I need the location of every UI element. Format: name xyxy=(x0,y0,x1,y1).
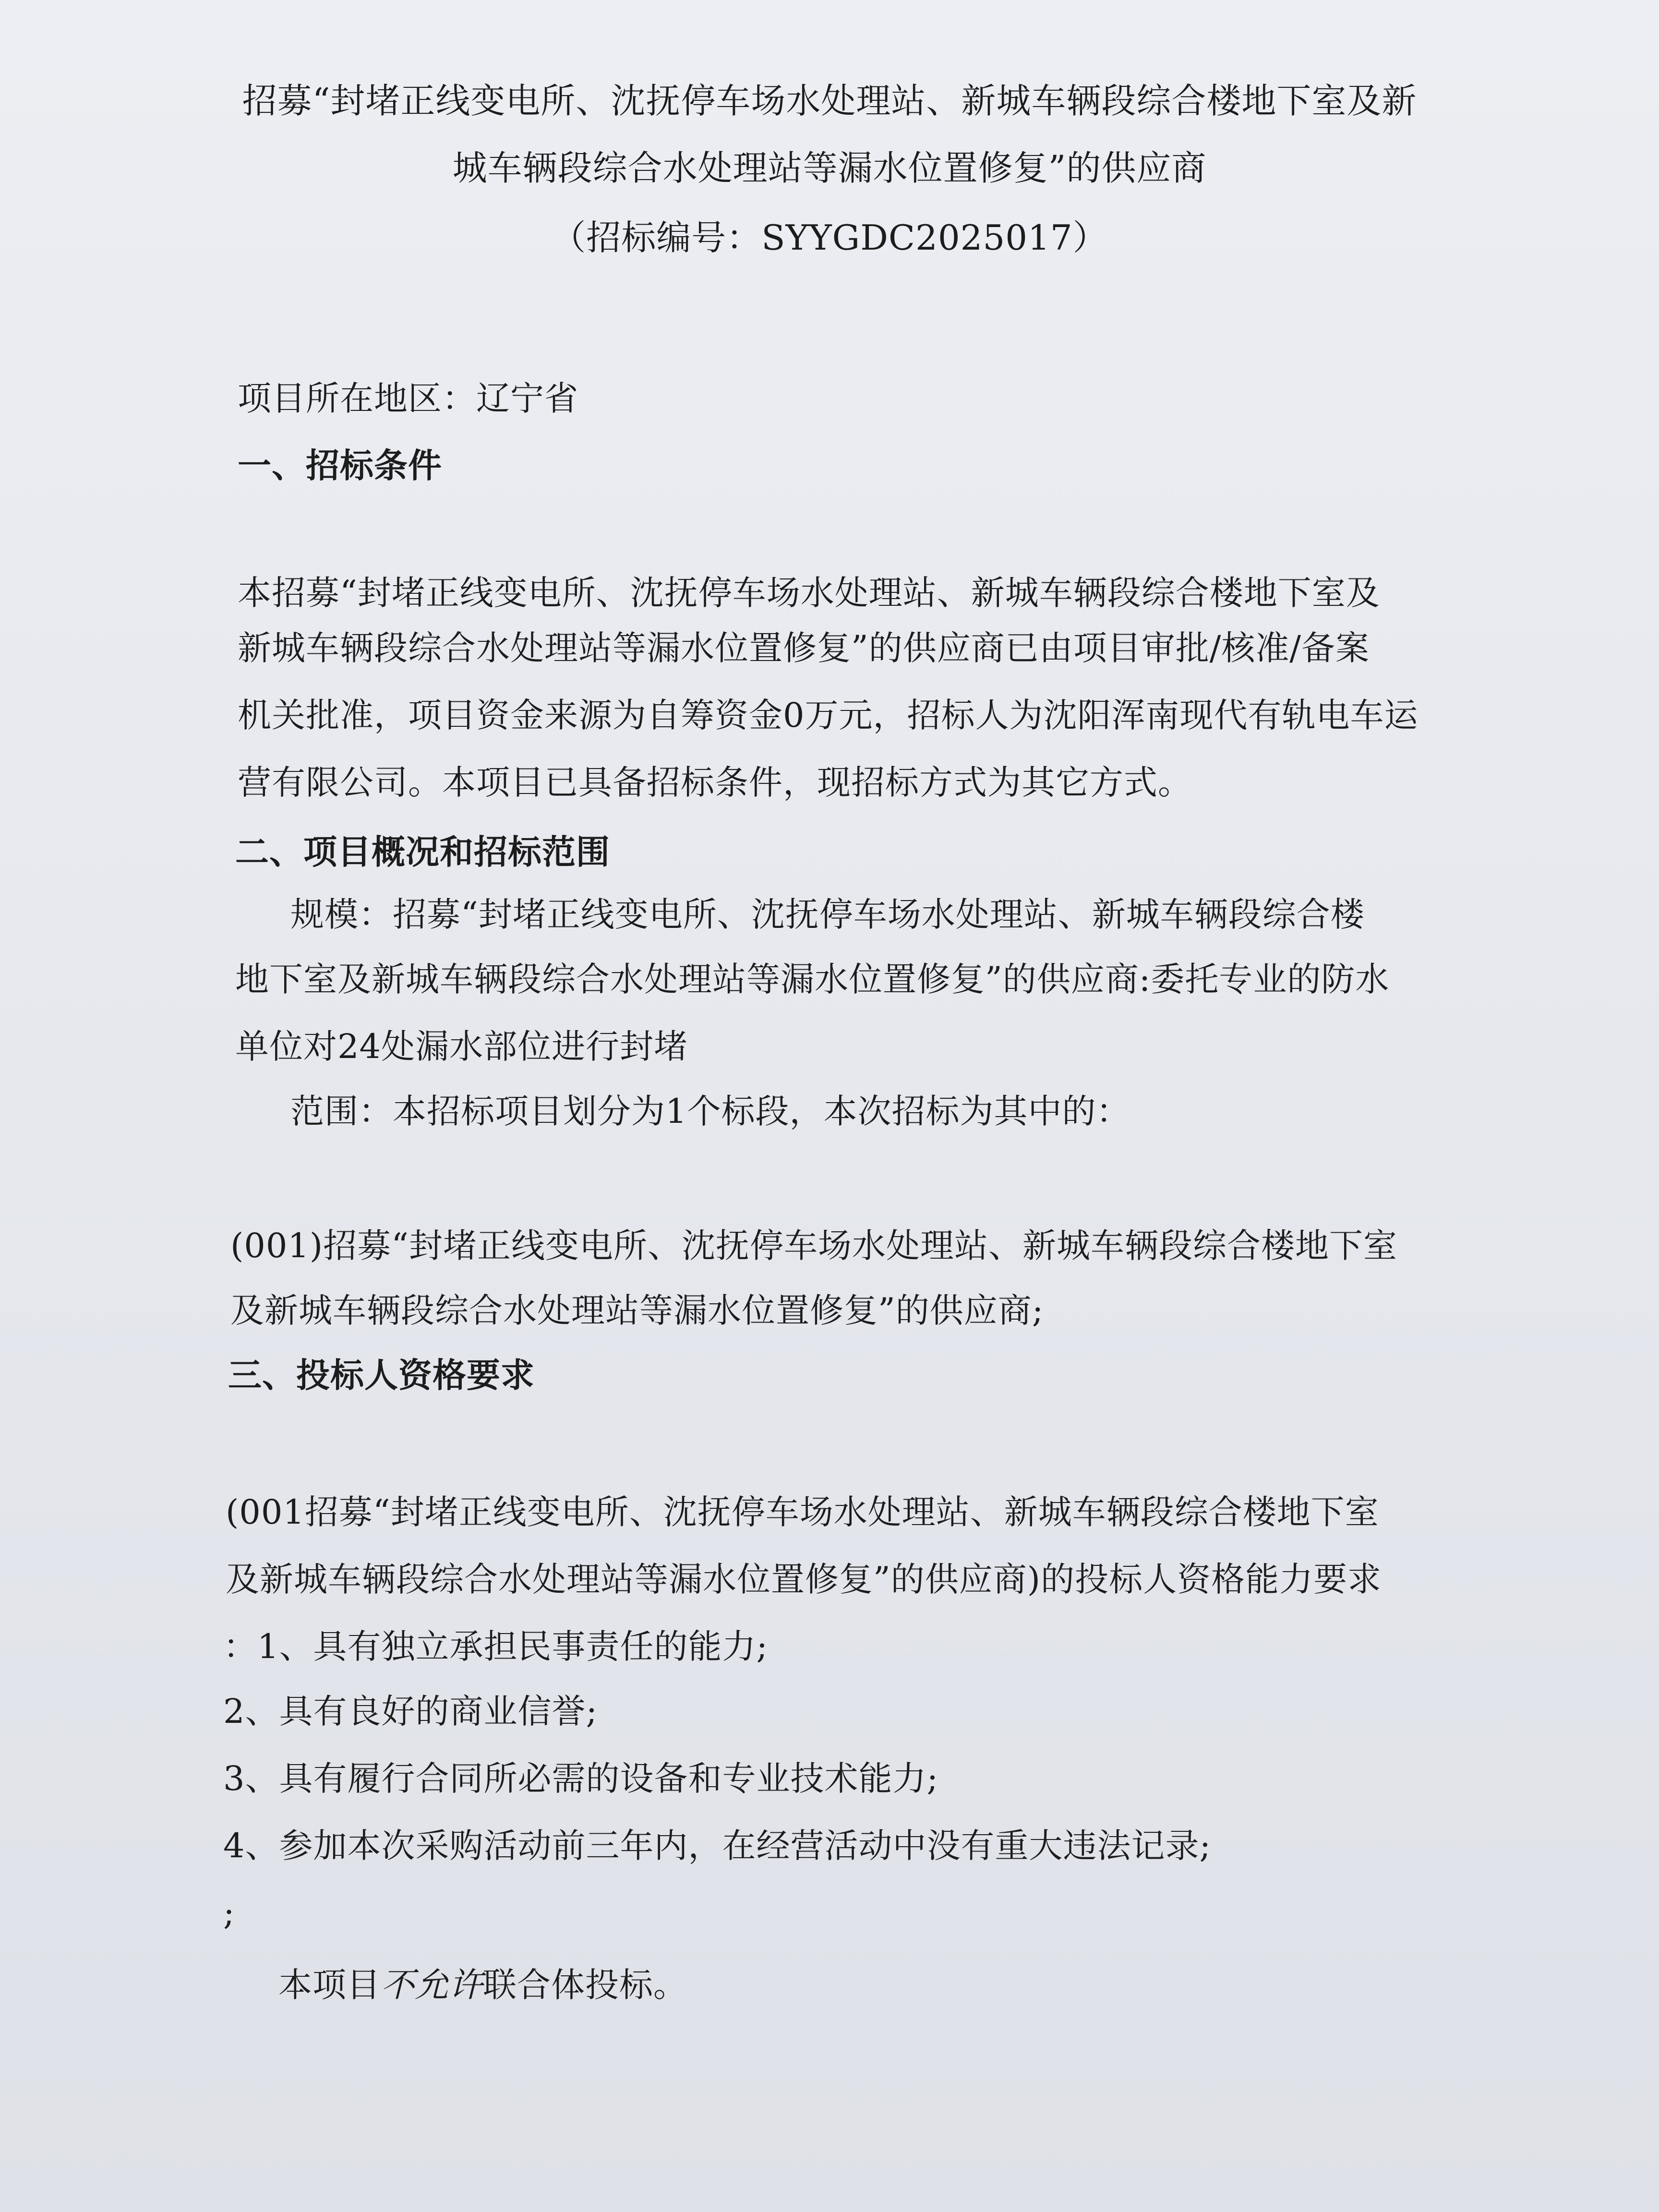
section-3-intro-line: (001招募“封堵正线变电所、沈抚停车场水处理站、新城车辆段综合楼地下室 xyxy=(226,1492,1379,1532)
section-2-scale-line: 规模：招募“封堵正线变电所、沈抚停车场水处理站、新城车辆段综合楼 xyxy=(290,895,1365,934)
section-2-lot-line: 及新城车辆段综合水处理站等漏水位置修复”的供应商; xyxy=(230,1291,1044,1330)
document-title-line-1: 招募“封堵正线变电所、沈抚停车场水处理站、新城车辆段综合楼地下室及新 xyxy=(242,81,1417,121)
section-3-intro-line: 及新城车辆段综合水处理站等漏水位置修复”的供应商)的投标人资格能力要求 xyxy=(226,1560,1382,1599)
qualification-item: 4、参加本次采购活动前三年内，在经营活动中没有重大违法记录; xyxy=(223,1826,1212,1865)
section-3-heading: 三、投标人资格要求 xyxy=(228,1355,535,1395)
section-1-line: 新城车辆段综合水处理站等漏水位置修复”的供应商已由项目审批/核准/备案 xyxy=(238,628,1370,668)
qualification-item: 2、具有良好的商业信誉; xyxy=(223,1692,598,1731)
qualification-item: ：1、具有独立承担民事责任的能力; xyxy=(223,1627,769,1666)
qualification-item: 3、具有履行合同所必需的设备和专业技术能力; xyxy=(223,1759,939,1798)
consortium-statement xyxy=(278,1961,687,2009)
section-2-scope-line: 范围：本招标项目划分为1个标段，本次招标为其中的： xyxy=(290,1092,1130,1131)
section-2-heading: 二、项目概况和招标范围 xyxy=(235,832,610,872)
consortium-prefix: 本项目 xyxy=(278,1965,381,2005)
section-2-lot-line: (001)招募“封堵正线变电所、沈抚停车场水处理站、新城车辆段综合楼地下室 xyxy=(230,1226,1398,1265)
section-1-line: 机关批准，项目资金来源为自筹资金0万元，招标人为沈阳浑南现代有轨电车运 xyxy=(238,696,1419,735)
section-2-scale-line: 单位对24处漏水部位进行封堵 xyxy=(235,1027,688,1066)
section-2-scale-line: 地下室及新城车辆段综合水处理站等漏水位置修复”的供应商:委托专业的防水 xyxy=(235,960,1390,999)
bid-number: （招标编号：SYYGDC2025017） xyxy=(551,217,1108,258)
project-region: 项目所在地区：辽宁省 xyxy=(238,379,578,418)
qualification-item: ; xyxy=(223,1893,235,1933)
consortium-suffix: 联合体投标。 xyxy=(483,1965,687,2005)
consortium-handwritten-text: 不允许 xyxy=(381,1965,483,2005)
section-1-line: 本招募“封堵正线变电所、沈抚停车场水处理站、新城车辆段综合楼地下室及 xyxy=(238,573,1380,613)
section-1-line: 营有限公司。本项目已具备招标条件，现招标方式为其它方式。 xyxy=(238,763,1192,802)
document-title-line-2: 城车辆段综合水处理站等漏水位置修复”的供应商 xyxy=(452,148,1207,188)
section-1-heading: 一、招标条件 xyxy=(238,445,442,485)
